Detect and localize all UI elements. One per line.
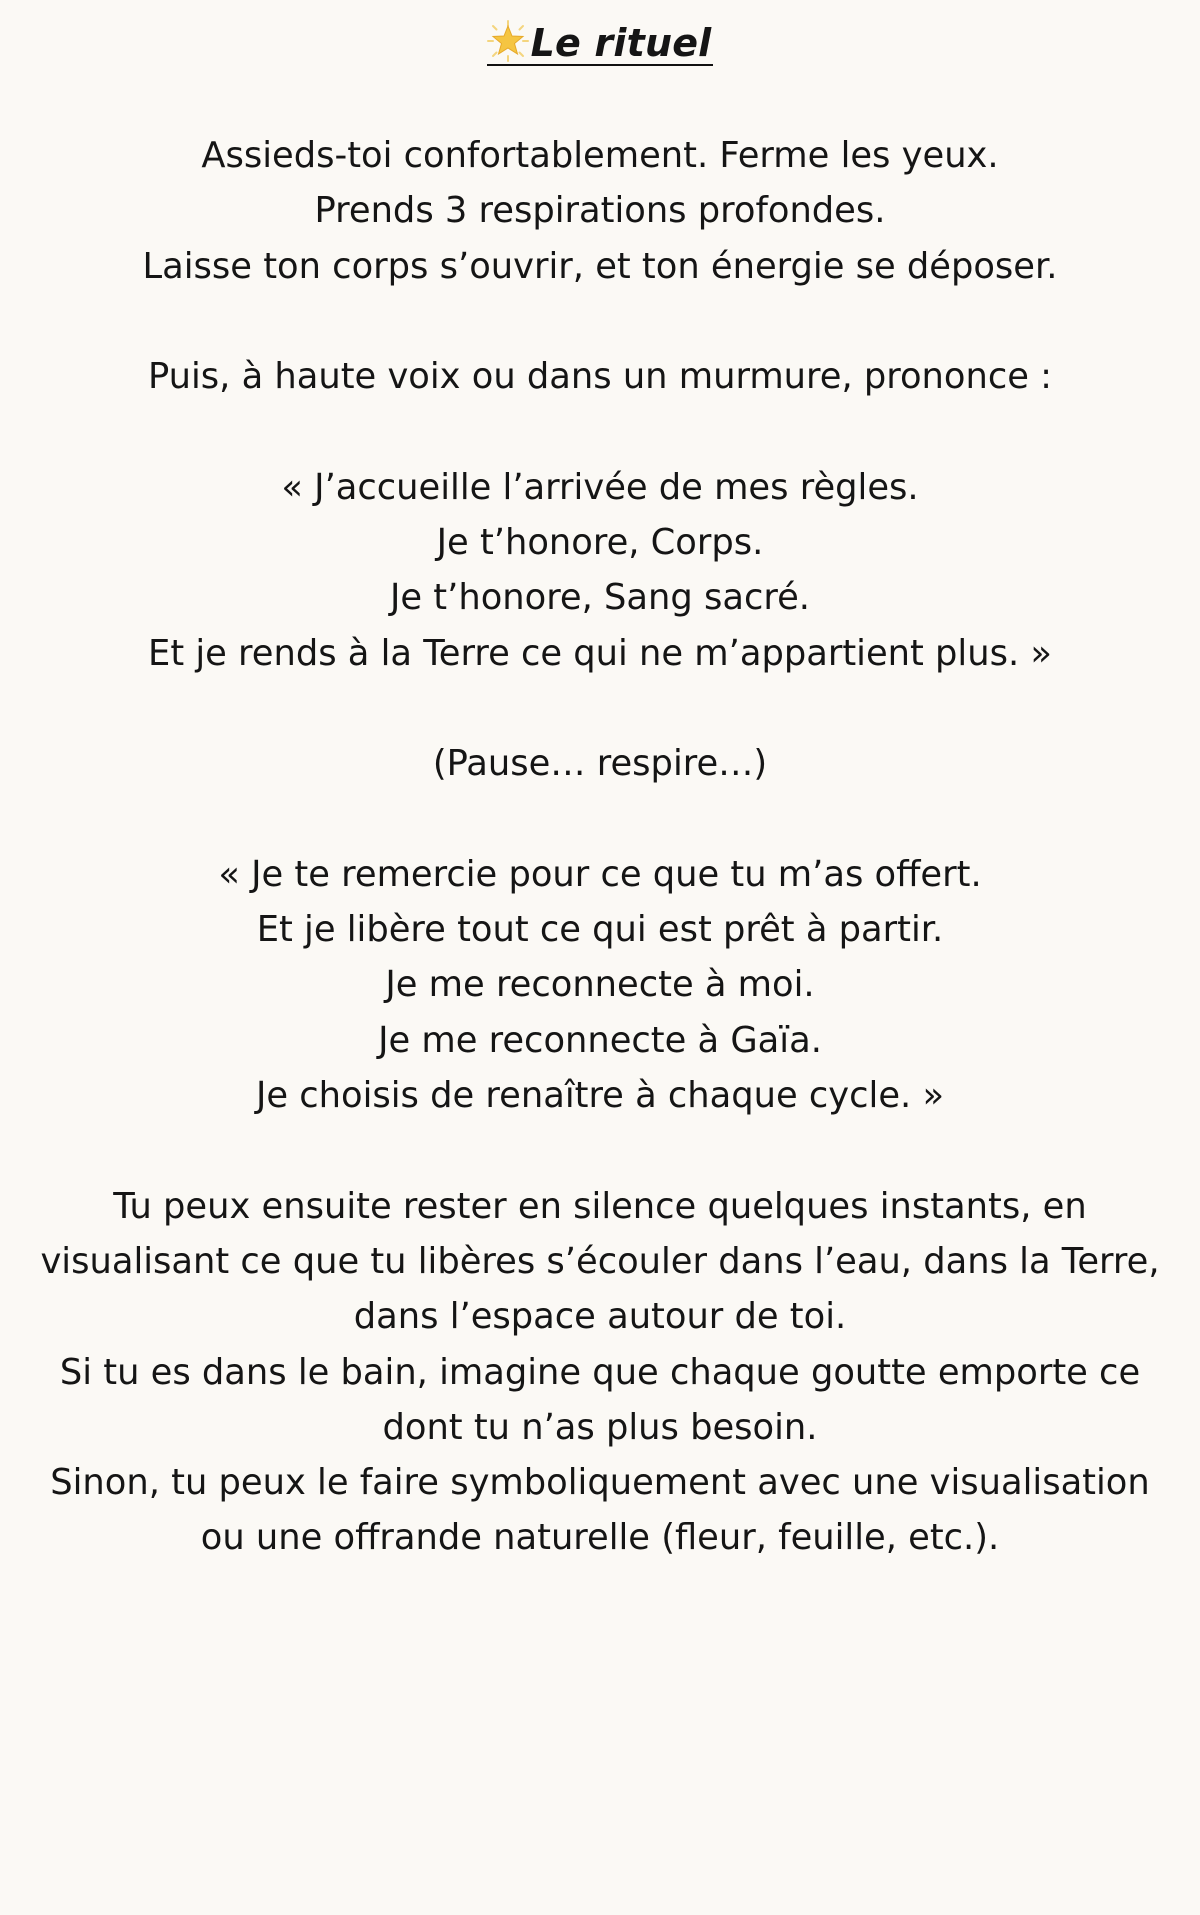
text-line: « Je te remercie pour ce que tu m’as offert. (218, 853, 982, 895)
text-line: Si tu es dans le bain, imagine que chaque goutte emporte ce (59, 1351, 1141, 1393)
text-line: Je t’honore, Sang sacré. (390, 577, 810, 619)
text-line: Je me reconnecte à Gaïa. (378, 1019, 822, 1061)
glowing-star-icon (487, 20, 529, 62)
paragraph-gap (0, 681, 1200, 736)
text-line: visualisant ce que tu libères s’écouler dans l’eau, dans la Terre, (40, 1240, 1160, 1282)
page-title (487, 20, 714, 66)
title-text: Le rituel (530, 21, 712, 65)
text-line: (Pause… respire…) (432, 743, 768, 785)
paragraph-gap (0, 404, 1200, 459)
text-line: Assieds-toi confortablement. Ferme les yeux. (201, 135, 999, 176)
text-line: Laisse ton corps s’ouvrir, et ton énergie se déposer. (142, 245, 1058, 287)
text-line: Sinon, tu peux le faire symboliquement avec une visualisation (50, 1462, 1150, 1504)
text-line: Je t’honore, Corps. (436, 522, 764, 564)
text-line: Prends 3 respirations profondes. (314, 190, 886, 232)
text-line: Puis, à haute voix ou dans un murmure, prononce : (147, 356, 1053, 398)
ritual-text (0, 128, 1200, 1566)
text-line: ou une offrande naturelle (fleur, feuille, etc.). (200, 1517, 1000, 1559)
title-row (0, 20, 1200, 80)
text-line: dont tu n’as plus besoin. (382, 1406, 818, 1448)
text-line: Et je rends à la Terre ce qui ne m’appartient plus. » (148, 632, 1052, 674)
paragraph-gap (0, 294, 1200, 349)
text-line: Je choisis de renaître à chaque cycle. » (255, 1075, 945, 1117)
text-line: Et je libère tout ce qui est prêt à partir. (256, 909, 944, 951)
text-line: dans l’espace autour de toi. (353, 1296, 847, 1338)
text-line: Tu peux ensuite rester en silence quelques instants, en (113, 1185, 1087, 1227)
text-line: Je me reconnecte à moi. (385, 964, 815, 1006)
paragraph-gap (0, 792, 1200, 847)
text-line: « J’accueille l’arrivée de mes règles. (281, 466, 919, 508)
paragraph-gap (0, 1123, 1200, 1178)
